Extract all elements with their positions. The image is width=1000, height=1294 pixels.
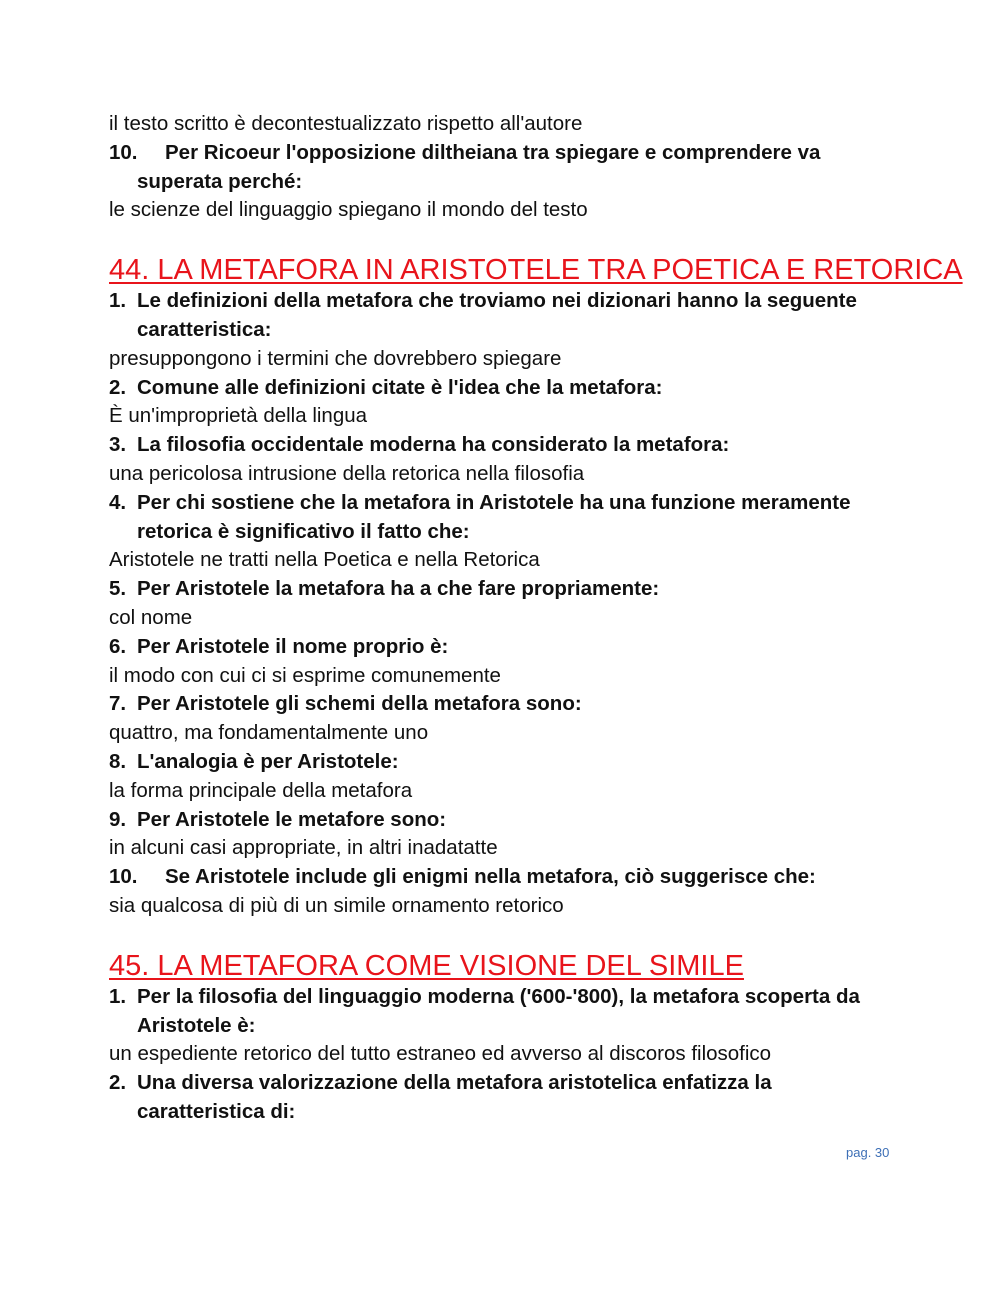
answer-text: il modo con cui ci si esprime comunemente: [109, 663, 501, 687]
question-item: [109, 287, 899, 316]
question-line: Le definizioni della metafora che troviamo nei dizionari hanno la seguente: [137, 289, 857, 313]
question-number: 4.: [109, 490, 127, 514]
question-line: La filosofia occidentale moderna ha considerato la metafora:: [137, 433, 730, 457]
question-item: [109, 806, 899, 835]
question-number: 2.: [109, 1071, 127, 1095]
answer-text: la forma principale della metafora: [109, 778, 413, 802]
question-line: Per Aristotele la metafora ha a che fare propriamente:: [137, 577, 660, 601]
answer-text: il testo scritto è decontestualizzato rispetto all'autore: [109, 112, 583, 135]
question-text: [165, 139, 899, 168]
question-line: Aristotele è:: [137, 1013, 256, 1037]
question-number: 1.: [109, 984, 127, 1008]
question-continuation: [109, 316, 899, 345]
answer-text: in alcuni casi appropriate, in altri inadatatte: [109, 836, 498, 860]
question-line: L'analogia è per Aristotele:: [137, 749, 399, 773]
question-number: 2.: [109, 375, 127, 399]
question-number: 6.: [109, 634, 127, 658]
question-line: Per Aristotele il nome proprio è:: [137, 634, 449, 658]
answer-text: Aristotele ne tratti nella Poetica e nella Retorica: [109, 548, 540, 572]
question-line: Per Aristotele gli schemi della metafora sono:: [137, 692, 582, 716]
answer-text: quattro, ma fondamentalmente uno: [109, 721, 429, 745]
answer-text: una pericolosa intrusione della retorica nella filosofia: [109, 461, 585, 485]
question-line: Per Aristotele le metafore sono:: [137, 807, 447, 831]
question-line: Per Ricoeur l'opposizione diltheiana tra spiegare e comprendere va: [165, 140, 821, 164]
question-number: 10.: [109, 865, 138, 889]
answer-text: col nome: [109, 605, 193, 629]
question-number: 5.: [109, 577, 127, 601]
question-number: 1.: [109, 289, 127, 313]
answer-text: sia qualcosa di più di un simile ornamento retorico: [109, 893, 564, 917]
question-line: superata perché:: [137, 169, 303, 193]
section-heading-45: 45. LA METAFORA COME VISIONE DEL SIMILE: [109, 949, 744, 982]
question-item: [109, 374, 899, 403]
page-number: pag. 30: [846, 1145, 890, 1160]
question-item: [109, 575, 899, 604]
answer-text: presuppongono i termini che dovrebbero spiegare: [109, 346, 562, 370]
question-line: Se Aristotele include gli enigmi nella metafora, ciò suggerisce che:: [165, 865, 816, 889]
question-item: [109, 1069, 899, 1098]
question-item: [109, 139, 899, 168]
question-line: caratteristica di:: [137, 1099, 296, 1123]
question-line: caratteristica:: [137, 317, 272, 341]
question-line: retorica è significativo il fatto che:: [137, 519, 470, 543]
section-heading-44: 44. LA METAFORA IN ARISTOTELE TRA POETICA E RETORICA: [109, 254, 963, 287]
question-line: Per la filosofia del linguaggio moderna ('600-'800), la metafora scoperta da: [137, 984, 860, 1008]
question-item: [109, 690, 899, 719]
question-item: [109, 748, 899, 777]
question-number: 10.: [109, 140, 138, 164]
question-line: Comune alle definizioni citate è l'idea che la metafora:: [137, 375, 663, 399]
question-list-45: [109, 983, 899, 1127]
question-line: Una diversa valorizzazione della metafora aristotelica enfatizza la: [137, 1071, 772, 1095]
question-list-44: [109, 287, 899, 921]
answer-text: È un'improprietà della lingua: [109, 404, 368, 428]
question-item: [109, 633, 899, 662]
question-item: [109, 489, 899, 518]
question-continuation: [109, 518, 899, 547]
answer-text: le scienze del linguaggio spiegano il mondo del testo: [109, 198, 588, 222]
question-continuation: [109, 168, 899, 197]
question-number: 3.: [109, 433, 127, 457]
question-number: 8.: [109, 749, 127, 773]
question-item: [109, 431, 899, 460]
document-page: [109, 110, 963, 1127]
question-line: Per chi sostiene che la metafora in Aristotele ha una funzione meramente: [137, 490, 851, 514]
question-number: 7.: [109, 692, 127, 716]
question-continuation: [109, 1098, 899, 1127]
question-item: [109, 863, 899, 892]
question-item: [109, 983, 899, 1012]
answer-text: un espediente retorico del tutto estraneo ed avverso al discoros filosofico: [109, 1042, 772, 1066]
question-continuation: [109, 1012, 899, 1041]
question-number: 9.: [109, 807, 127, 831]
